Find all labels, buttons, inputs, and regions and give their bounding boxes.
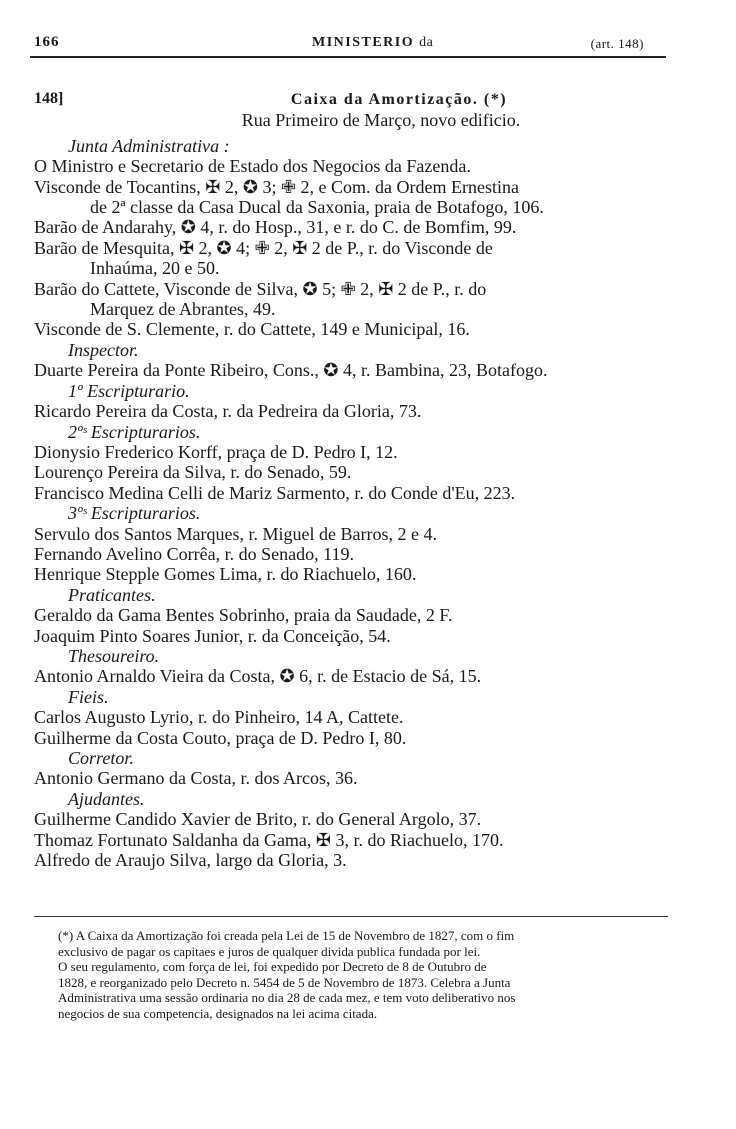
entry-line: Barão de Andarahy, ✪ 4, r. do Hosp., 31, e r. do C. de Bomfim, 99.	[34, 217, 517, 238]
entry-line: Francisco Medina Celli de Mariz Sarmento, r. do Conde d'Eu, 223.	[34, 482, 516, 503]
entry-line: de 2ª classe da Casa Ducal da Saxonia, praia de Botafogo, 106.	[90, 197, 544, 218]
entry-line: Fernando Avelino Corrêa, r. do Senado, 119.	[34, 543, 354, 564]
footnote-line: 1828, e reorganizado pelo Decreto n. 5454 de 5 de Novembro de 1873. Celebra a Junta	[58, 974, 511, 990]
section-heading: Thesoureiro.	[68, 645, 160, 666]
section-heading: 1º Escripturario.	[68, 380, 190, 401]
entry-line: Antonio Arnaldo Vieira da Costa, ✪ 6, r. de Estacio de Sá, 15.	[34, 666, 482, 687]
section-heading: Corretor.	[68, 748, 134, 768]
section-heading: Ajudantes.	[68, 788, 145, 809]
entry-line: Marquez de Abrantes, 49.	[90, 299, 276, 320]
entry-line: Lourenço Pereira da Silva, r. do Senado, 59.	[34, 462, 352, 483]
running-header	[30, 34, 666, 58]
entry-line: Thomaz Fortunato Saldanha da Gama, ✠ 3, r. do Riachuelo, 170.	[34, 829, 504, 850]
page-number: 166	[34, 34, 60, 50]
footnote-line: (*) A Caixa da Amortização foi creada pela Lei de 15 de Novembro de 1827, com o fim	[58, 928, 515, 943]
entry-list	[34, 136, 668, 871]
entry-line: Dionysio Frederico Korff, praça de D. Pedro I, 12.	[34, 441, 398, 462]
section-heading: Junta Administrativa :	[68, 135, 230, 156]
footnote-rule	[34, 916, 668, 917]
entry-line: Carlos Augusto Lyrio, r. do Pinheiro, 14 A, Cattete.	[34, 707, 404, 728]
entry-line: Geraldo da Gama Bentes Sobrinho, praia da Saudade, 2 F.	[34, 605, 453, 626]
section-heading: Fieis.	[68, 686, 109, 707]
article-title	[34, 88, 668, 110]
entry-line: Inhaúma, 20 e 50.	[90, 258, 220, 279]
entry-line: Joaquim Pinto Soares Junior, r. da Conceição, 54.	[34, 625, 391, 646]
article-number: 148]	[34, 90, 64, 107]
entry-line: Barão de Mesquita, ✠ 2, ✪ 4; ✙ 2, ✠ 2 de P., r. do Visconde de	[34, 237, 493, 258]
footnote-line: exclusivo de pagar os capitaes e juros de qualquer divida publica fundada por lei.	[58, 943, 481, 959]
entry-line: Duarte Pereira da Ponte Ribeiro, Cons., ✪ 4, r. Bambina, 23, Botafogo.	[34, 360, 548, 381]
section-heading: Praticantes.	[68, 584, 156, 605]
entry-line: Henrique Stepple Gomes Lima, r. do Riachuelo, 160.	[34, 564, 417, 585]
article-body	[34, 88, 668, 870]
running-title-suffix: da	[419, 35, 434, 50]
entry-line: Ricardo Pereira da Costa, r. da Pedreira da Gloria, 73.	[34, 401, 422, 422]
entry-line: Servulo dos Santos Marques, r. Miguel de Barros, 2 e 4.	[34, 523, 437, 544]
section-heading: 3ºˢ Escripturarios.	[68, 503, 201, 524]
article-title-text: Caixa da Amortização. (*)	[290, 91, 508, 108]
running-title	[312, 35, 433, 51]
entry-line: Barão do Cattete, Visconde de Silva, ✪ 5; ✙ 2, ✠ 2 de P., r. do	[34, 278, 487, 299]
entry-line: Guilherme da Costa Couto, praça de D. Pedro I, 80.	[34, 727, 407, 748]
article-address: Rua Primeiro de Março, novo edificio.	[241, 110, 521, 131]
running-title-main: MINISTERIO	[312, 35, 415, 50]
section-heading: 2ºˢ Escripturarios.	[68, 421, 201, 442]
entry-line: Visconde de S. Clemente, r. do Cattete, 149 e Municipal, 16.	[34, 319, 470, 340]
footnote-line: Administrativa uma sessão ordinaria no dia 28 de cada mez, e tem voto deliberativo nos	[58, 990, 516, 1005]
entry-line: Alfredo de Araujo Silva, largo da Gloria, 3.	[34, 850, 347, 871]
footnote	[34, 928, 668, 1021]
footnote-text	[34, 928, 668, 1021]
entry-line: Guilherme Candido Xavier de Brito, r. do General Argolo, 37.	[34, 809, 482, 830]
entry-line: O Ministro e Secretario de Estado dos Negocios da Fazenda.	[34, 156, 471, 177]
section-heading: Inspector.	[68, 339, 139, 360]
footnote-line: O seu regulamento, com força de lei, foi expedido por Decreto de 8 de Outubro de	[58, 959, 487, 974]
entry-line: Visconde de Tocantins, ✠ 2, ✪ 3; ✙ 2, e Com. da Ordem Ernestina	[34, 176, 519, 197]
footnote-line: negocios de sua competencia, designados na lei acima citada.	[58, 1005, 378, 1021]
entry-line: Antonio Germano da Costa, r. dos Arcos, 36.	[34, 768, 358, 789]
article-reference: (art. 148)	[590, 36, 644, 51]
